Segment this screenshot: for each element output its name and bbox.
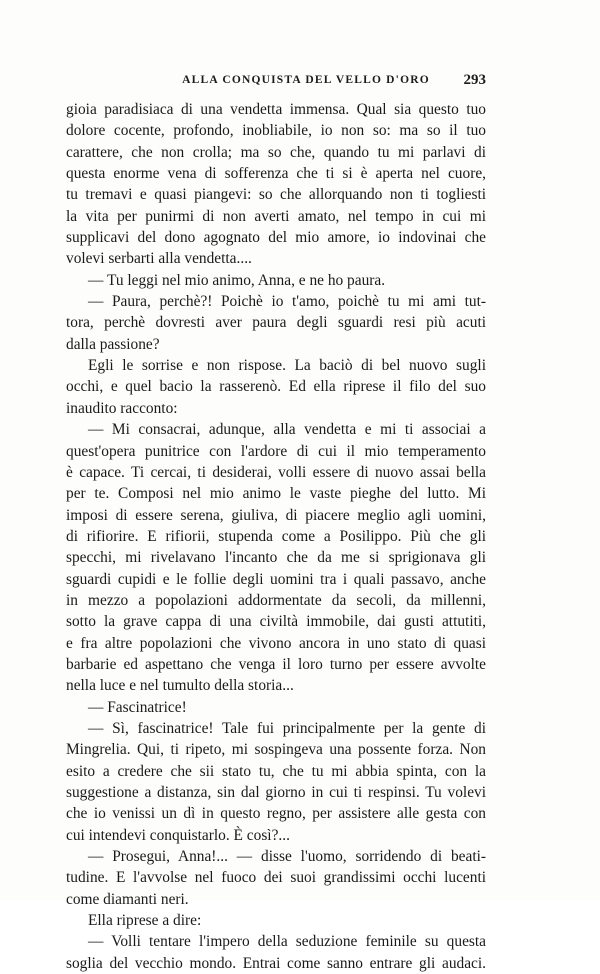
text-line: di rifiorire. E rifiorii, stupenda come a Posilippo. Più che gli <box>66 527 486 545</box>
running-title: ALLA CONQUISTA DEL VELLO D'ORO <box>182 74 430 86</box>
text-line: questa enorme vena di sofferenza che ti si è aperta nel cuore, <box>66 165 486 183</box>
text-line: quest'opera punitrice con l'ardore di cui il mio temperamento <box>66 442 486 460</box>
text-line: cui intendevi conquistarlo. È così?... <box>66 826 290 844</box>
text-line: e fra altre popolazioni che vivono ancora in uno stato di quasi <box>66 634 486 652</box>
text-line: esito a credere che sii stato tu, che tu mi abbia spinta, con la <box>66 762 486 780</box>
text-line: dalla passione? <box>66 335 160 353</box>
text-line: la vita per punirmi di non averti amato, nel tempo in cui mi <box>66 207 486 225</box>
text-line: volevi serbarti alla vendetta.... <box>66 250 252 268</box>
text-line: tu tremavi e quasi piangevi: so che allorquando non ti togliesti <box>66 186 486 204</box>
text-line: — Sì, fascinatrice! Tale fui principalmente per la gente di <box>88 719 486 737</box>
text-line: in mezzo a popolazioni addormentate da secoli, da millenni, <box>66 591 486 609</box>
text-line: supplicavi del dono agognato del mio amore, io indovinai che <box>66 229 486 247</box>
text-line: barbarie ed aspettano che venga il loro turno per essere avvolte <box>66 655 486 673</box>
text-line: soglia del vecchio mondo. Entrai come sanno entrare gli audaci. <box>66 954 486 972</box>
text-line: sguardi cupidi e le follie degli uomini tra i quali passavo, anche <box>66 570 486 588</box>
text-line: Mingrelia. Qui, ti ripeto, mi sospingeva una possente forza. Non <box>66 741 486 759</box>
running-head <box>66 74 486 92</box>
text-line: nella luce e nel tumulto della storia... <box>66 677 294 695</box>
text-line: dolore cocente, profondo, inobliabile, io non so: ma so il tuo <box>66 122 486 140</box>
text-line: che io venissi un dì in questo regno, per assistere alle gesta con <box>66 805 486 823</box>
text-line: inaudito racconto: <box>66 399 178 417</box>
text-line: è capace. Ti cercai, ti desiderai, volli essere di nuovo assai bella <box>66 463 486 481</box>
text-line: occhi, e quel bacio la rasserenò. Ed ella riprese il filo del suo <box>66 378 486 396</box>
page-number: 293 <box>463 72 486 88</box>
text-line: come diamanti neri. <box>66 890 189 908</box>
body-text <box>66 99 486 974</box>
text-line: tora, perchè dovresti aver paura degli sguardi resi più acuti <box>66 314 486 332</box>
text-line: — Paura, perchè?! Poichè io t'amo, poichè tu mi ami tut- <box>88 293 486 311</box>
text-line: Ella riprese a dire: <box>88 912 202 930</box>
text-line: carattere, che non crolla; ma so che, quando tu mi parlavi di <box>66 143 486 161</box>
text-line: Egli le sorrise e non rispose. La baciò di bel nuovo sugli <box>88 357 486 375</box>
text-line: — Volli tentare l'impero della seduzione feminile su questa <box>88 933 486 951</box>
text-line: tudine. E l'avvolse nel fuoco dei suoi grandissimi occhi lucenti <box>66 869 486 887</box>
text-line: sotto la grave cappa di una civiltà immobile, dai gusti attutiti, <box>66 613 486 631</box>
text-line: — Fascinatrice! <box>88 698 187 716</box>
text-line: per te. Composi nel mio animo le vaste pieghe del lutto. Mi <box>66 485 486 503</box>
text-line: — Tu leggi nel mio animo, Anna, e ne ho paura. <box>88 271 386 289</box>
text-line: — Mi consacrai, adunque, alla vendetta e mi ti associai a <box>88 421 486 439</box>
text-line: imposi di essere serena, giuliva, di piacere meglio agli uomini, <box>66 506 486 524</box>
text-line: gioia paradisiaca di una vendetta immensa. Qual sia questo tuo <box>66 101 486 118</box>
text-line: suggestione a distanza, sin dal giorno in cui ti respinsi. Tu volevi <box>66 784 486 801</box>
text-line: specchi, mi rivelavano l'incanto che da me si sprigionava gli <box>66 549 486 567</box>
text-line: — Prosegui, Anna!... — disse l'uomo, sorridendo di beati- <box>88 848 486 866</box>
